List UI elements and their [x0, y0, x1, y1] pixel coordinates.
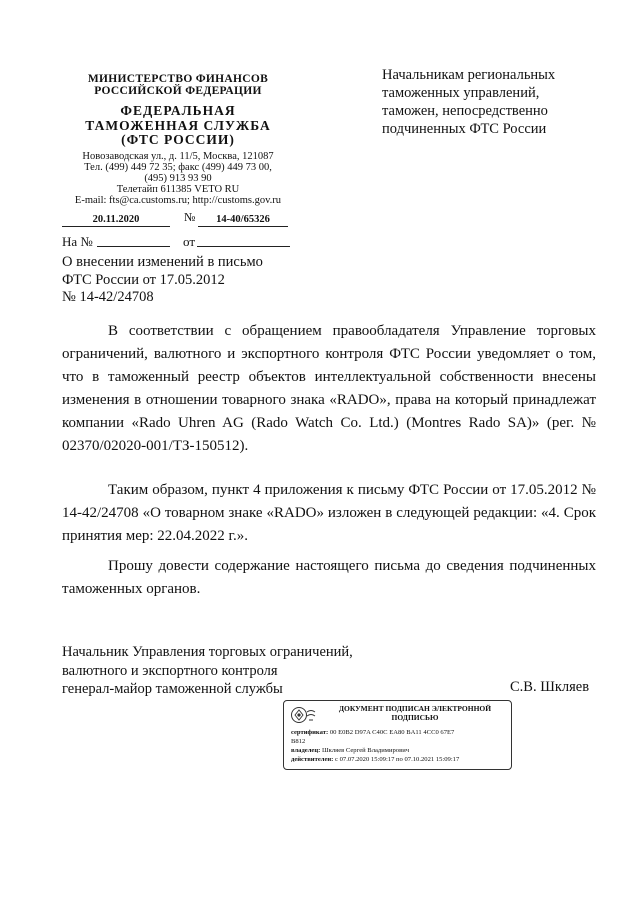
reference-date-label: от — [183, 234, 196, 249]
addressee-line: таможен, непосредственно — [382, 103, 548, 119]
letterhead-agency — [58, 104, 298, 148]
addressee — [382, 66, 555, 138]
addressee-line: таможенных управлений, — [382, 85, 540, 101]
letterhead-ministry — [58, 73, 298, 97]
subject-line: О внесении изменений в письмо — [62, 254, 263, 270]
signatory-position — [62, 643, 353, 699]
certificate-label: сертификат: — [291, 729, 329, 736]
owner-label: владелец: — [291, 747, 321, 754]
signatory-name: С.В. Шкляев — [510, 679, 590, 695]
subject-line: ФТС России от 17.05.2012 — [62, 271, 225, 288]
subject-line: № 14-42/24708 — [62, 289, 154, 305]
stamp-certificate-row — [291, 728, 509, 737]
owner-value: Шкляев Сергей Владимирович — [322, 747, 410, 754]
stamp-valid-row — [291, 755, 509, 764]
certificate-value-cont: B812 — [291, 738, 306, 745]
email-line: E-mail: fts@ca.customs.ru; http://customs.gov.ru — [74, 195, 282, 206]
stamp-title-line: ДОКУМЕНТ ПОДПИСАН ЭЛЕКТРОННОЙ — [338, 704, 492, 713]
certificate-value: 00 E0B2 D97A C40C EA80 BA11 4CC0 67E7 — [329, 729, 455, 736]
valid-value: с 07.07.2020 15:09:17 по 07.10.2021 15:09:17 — [335, 756, 460, 763]
address-line: Новозаводская ул., д. 11/5, Москва, 121087 — [82, 151, 274, 162]
fts-emblem-icon — [290, 705, 318, 727]
agency-line: ТАМОЖЕННАЯ СЛУЖБА — [85, 117, 271, 133]
letterhead-contacts — [58, 151, 298, 206]
position-line: генерал-майор таможенной службы — [62, 681, 283, 697]
e-signature-stamp — [283, 700, 512, 770]
agency-line: (ФТС РОССИИ) — [121, 132, 235, 147]
addressee-line: подчиненных ФТС России — [382, 121, 547, 137]
phone-line: Тел. (499) 449 72 35; факс (499) 449 73 00, — [84, 162, 272, 173]
ministry-line: МИНИСТЕРСТВО ФИНАНСОВ — [87, 73, 269, 85]
body-paragraph-2: Таким образом, пункт 4 приложения к письму ФТС России от 17.05.2012 № 14-42/24708 «О товарном знаке «RADO» изложен в следующей редакции: «4. Срок принятия мер: 22.04.2022 г.». — [62, 482, 596, 544]
position-line: Начальник Управления торговых ограничений, — [62, 644, 353, 660]
stamp-title-line: ПОДПИСЬЮ — [391, 713, 439, 722]
body-paragraph-3: Прошу довести содержание настоящего письма до сведения подчиненных таможенных органов. — [62, 558, 596, 597]
agency-line: ФЕДЕРАЛЬНАЯ — [120, 103, 236, 118]
position-line: валютного и экспортного контроля — [62, 662, 278, 679]
stamp-title — [324, 704, 506, 722]
body-paragraph-1: В соответствии с обращением правообладателя Управление торговых ограничений, валютного и экспортного контроля ФТС России уведомляет о том, что в таможенный реестр объектов интеллектуальной собственности внесены изменения в отношении товарного знака «RADO», права на который принадлежат компании «Rado Uhren AG (Rado Watch Co. Ltd.) (Montres Rado SA)» (рег. № 02370/02020-001/ТЗ-150512). — [62, 323, 596, 454]
registration-date: 20.11.2020 — [62, 213, 170, 227]
ministry-line: РОССИЙСКОЙ ФЕДЕРАЦИИ — [94, 85, 262, 97]
stamp-owner-row — [291, 746, 509, 755]
addressee-line: Начальникам региональных — [382, 67, 556, 83]
reference-date-blank — [197, 246, 290, 247]
valid-label: действителен: — [291, 756, 334, 763]
registration-number-sign: № — [184, 210, 196, 224]
teletype-line: Телетайп 611385 VETO RU — [116, 184, 240, 195]
stamp-details — [291, 728, 509, 764]
registration-number: 14-40/65326 — [198, 213, 288, 227]
letter-subject — [62, 254, 263, 307]
reference-number-label: На № — [62, 234, 93, 249]
phone-line: (495) 913 93 90 — [144, 173, 212, 184]
reference-number-blank — [97, 246, 170, 247]
